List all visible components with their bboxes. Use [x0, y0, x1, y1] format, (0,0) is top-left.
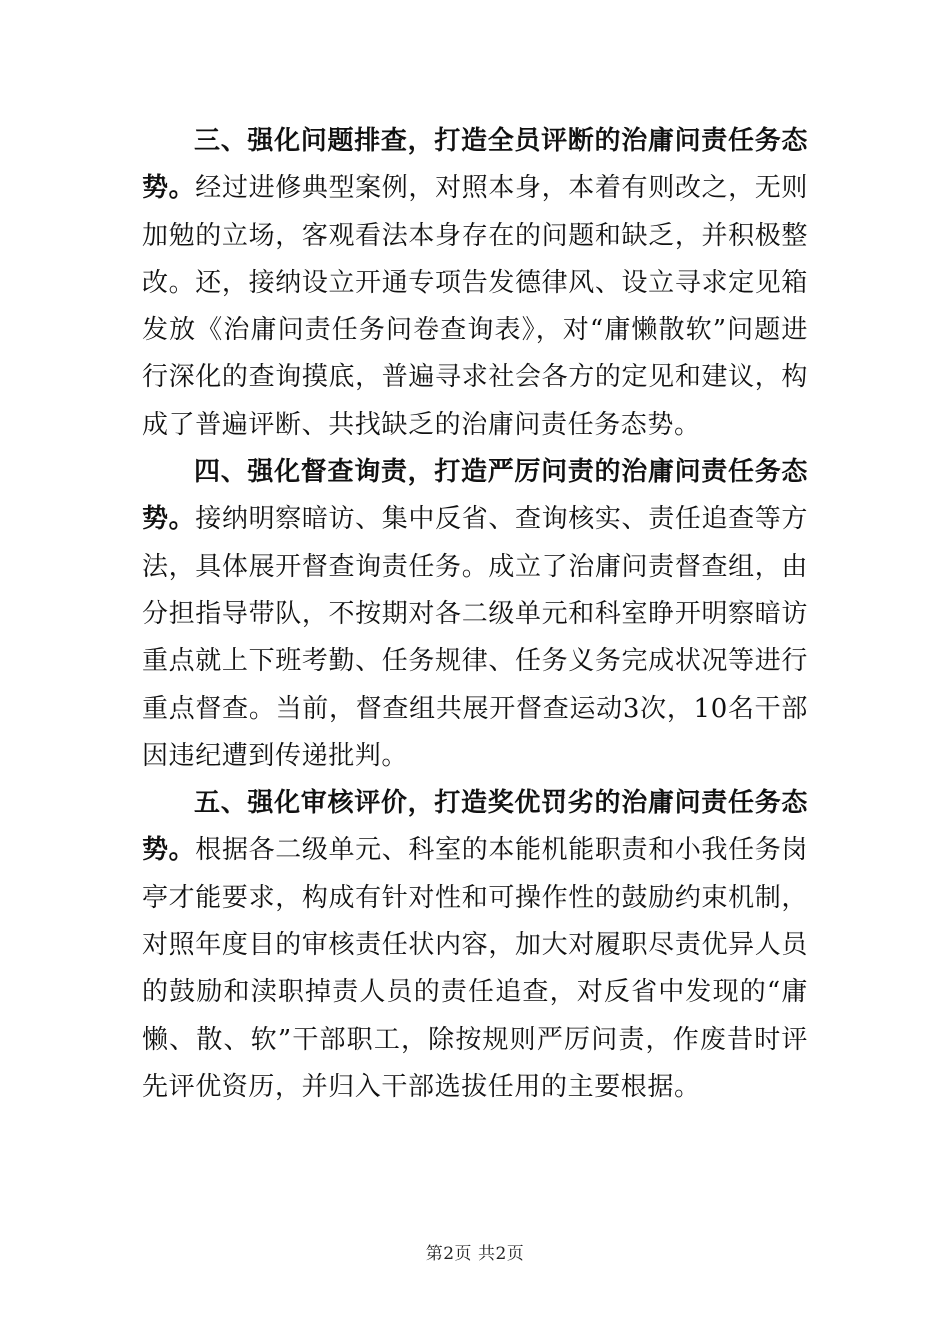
section-body-4: 接纳明察暗访、集中反省、查询核实、责任追查等方法，具体展开督查询责任务。成立了治庸问责督查组，由分担指导带队，不按期对各二级单元和科室睁开明察暗访重点就上下班考勤、任务规律、任务义务完成状况等进行重点督查。当前，督查组共展开督查运动3次，10名干部因违纪遭到传递批判。 [142, 504, 808, 771]
section-heading-5: 五、强化审核评价，打造奖优罚劣的治庸问责任务态势。 [142, 788, 808, 866]
paragraph-section-3 [142, 118, 808, 449]
page-number-footer: 第2页 共2页 [425, 1244, 525, 1264]
paragraph-section-5 [142, 780, 808, 1111]
section-body-3: 经过进修典型案例，对照本身，本着有则改之，无则加勉的立场，客观看法本身存在的问题和缺乏，并积极整改。还，接纳设立开通专项告发德律风、设立寻求定见箱发放《治庸问责任务问卷查询表》，对“庸懒散软”问题进行深化的查询摸底，普遍寻求社会各方的定见和建议，构成了普遍评断、共找缺乏的治庸问责任务态势。 [142, 173, 808, 440]
section-heading-3: 三、强化问题排查，打造全员评断的治庸问责任务态势。 [142, 126, 808, 204]
document-body [142, 118, 808, 1111]
section-heading-4: 四、强化督查询责，打造严厉问责的治庸问责任务态势。 [142, 457, 808, 535]
paragraph-section-4 [142, 449, 808, 780]
section-body-5: 根据各二级单元、科室的本能机能职责和小我任务岗亭才能要求，构成有针对性和可操作性的鼓励约束机制，对照年度目的审核责任状内容，加大对履职尽责优异人员的鼓励和渎职掉责人员的责任追查，对反省中发现的“庸懒、散、软”干部职工，除按规则严厉问责，作废昔时评先评优资历，并归入干部选拔任用的主要根据。 [142, 835, 808, 1102]
